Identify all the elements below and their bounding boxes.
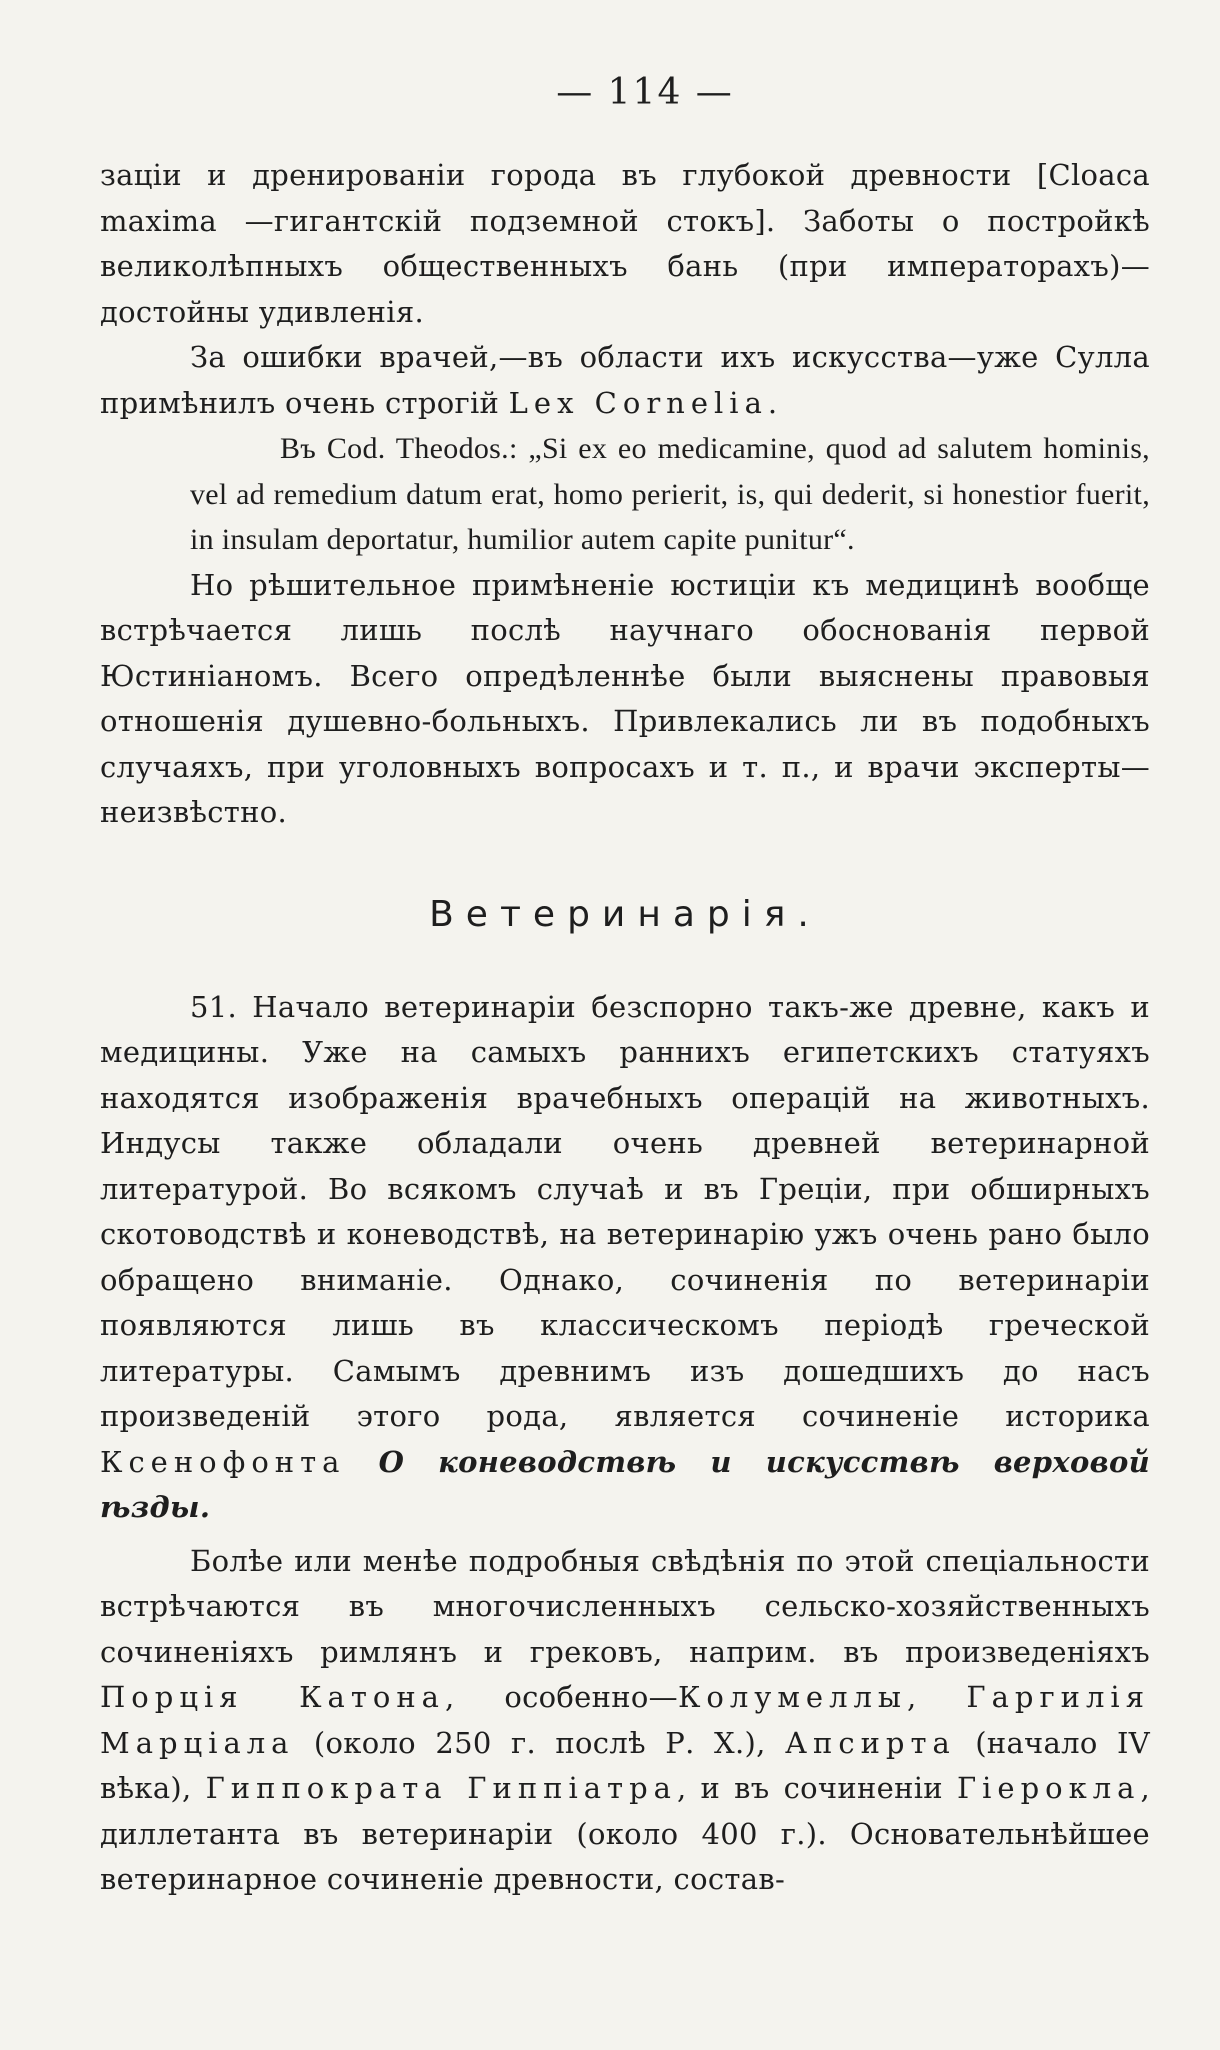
author-xenophon: Ксенофонта	[100, 1444, 346, 1479]
section-title: Ветеринарія.	[429, 893, 821, 935]
paragraph-sources	[100, 1539, 1150, 1903]
sources-text-7: , диллетанта въ ветеринаріи (около 400 г.). Основательнѣйшее ветеринарное сочиненіе древности, состав-	[100, 1771, 1150, 1896]
author-gargilius-martialis: Гаргилія Марціала	[100, 1680, 1150, 1760]
quote-text: „Si ex eo medicamine, quod ad salutem hominis, vel ad remedium datum erat, homo perierit, is, qui dederit, si honestior fuerit, in insulam deportatur, humilior autem capite punitur“.	[190, 432, 1150, 556]
sources-text-3: ,	[907, 1680, 967, 1714]
quote-source: Въ Cod. Theodos.:	[280, 432, 529, 465]
lex-cornelia: Lex Cornelia.	[508, 385, 784, 420]
sources-text-5: (начало IV вѣка),	[100, 1725, 1150, 1805]
paragraph-justinian: Но рѣшительное примѣненіе юстиціи къ медицинѣ вообще встрѣчается лишь послѣ научнаго обоснованія первой Юстиніаномъ. Всего опредѣленнѣе были выяснены правовыя отношенія душевно-больныхъ. Привлекались ли въ подобныхъ случаяхъ, при уголовныхъ вопросахъ и т. п., и врачи эксперты—неизвѣстно.	[100, 567, 1150, 829]
author-apsyrtus: Апсирта	[785, 1725, 956, 1760]
author-hippocrates-hippiatros: Гиппократа Гиппіатра	[205, 1771, 677, 1805]
paragraph-sulla-text: За ошибки врачей,—въ области ихъ искусства—уже Сулла примѣнилъ очень строгій	[100, 340, 1150, 420]
author-porcius-cato: Порція Катона	[100, 1680, 445, 1714]
work-title-xenophon: О коневодствѣ и искусствѣ верховой ѣзды.	[100, 1444, 1150, 1524]
sources-text-1: Болѣе или менѣе подробныя свѣдѣнія по этой спеціальности встрѣчаются въ многочисленныхъ сельско-хозяйственныхъ сочиненіяхъ римлянъ и грековъ, наприм. въ произведеніяхъ	[100, 1543, 1150, 1669]
sources-text-6: , и въ сочиненіи	[676, 1771, 957, 1805]
sources-text-4: (около 250 г. послѣ Р. Х.),	[294, 1725, 786, 1760]
paragraph-cloaca: заціи и дренированіи города въ глубокой древности [Cloaca maxima —гигантскій подземной стокъ]. Заботы о постройкѣ великолѣпныхъ общественныхъ бань (при императорахъ)—достойны удивленія.	[100, 158, 1150, 329]
paragraph-sulla	[100, 335, 1150, 426]
author-hierocles: Гіерокла	[956, 1771, 1141, 1805]
paragraph-51	[100, 985, 1150, 1531]
page-number: — 114 —	[556, 72, 734, 113]
sources-text-2: , особенно—	[444, 1680, 678, 1714]
codex-theodosianus-quote	[190, 426, 1150, 563]
paragraph-51-text: 51. Начало ветеринаріи безспорно такъ-же древне, какъ и медицины. Уже на самыхъ раннихъ египетскихъ статуяхъ находятся изображенія врачебныхъ операцій на животныхъ. Индусы также обладали очень древней ветеринарной литературой. Во всякомъ случаѣ и въ Греціи, при обширныхъ скотоводствѣ и коневодствѣ, на ветеринарію ужъ очень рано было обращено вниманіе. Однако, сочиненія по ветеринаріи появляются лишь въ классическомъ періодѣ греческой литературы. Самымъ древнимъ изъ дошедшихъ до насъ произведеній этого рода, является сочиненіе историка	[100, 989, 1150, 1433]
author-columella: Колумеллы	[677, 1680, 908, 1714]
